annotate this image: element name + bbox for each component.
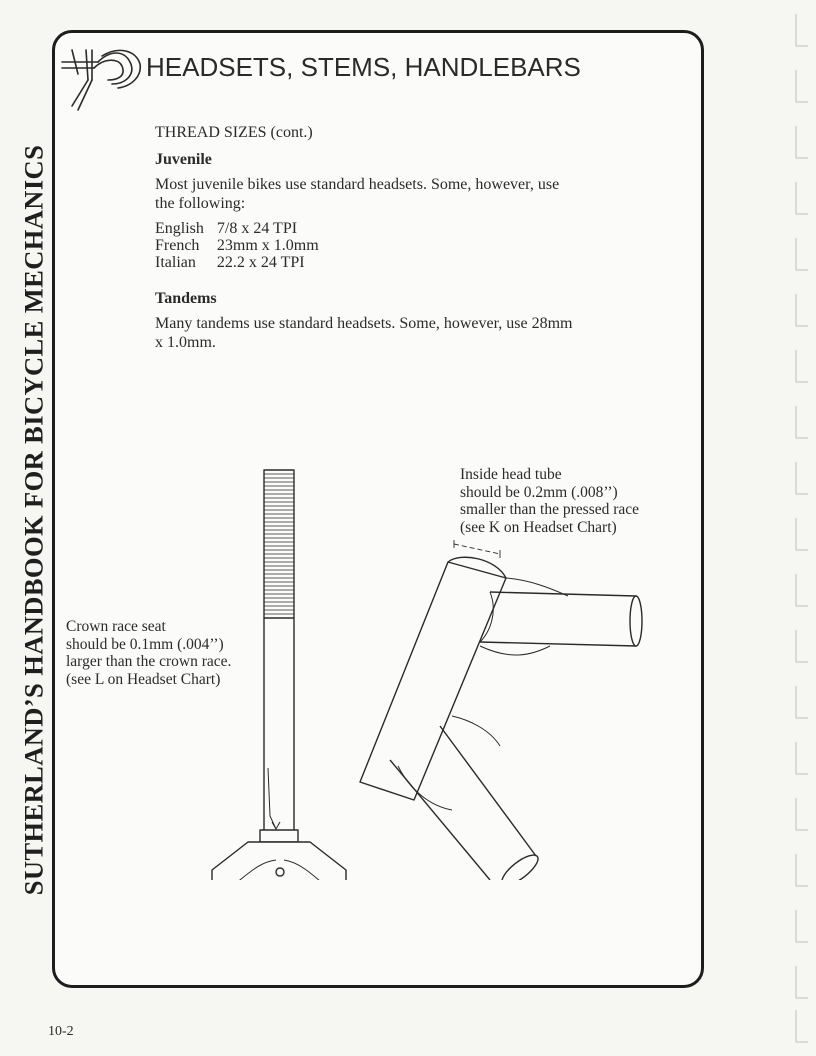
spine bbox=[0, 0, 60, 1056]
content bbox=[130, 124, 650, 361]
callout-line: (see L on Headset Chart) bbox=[66, 670, 221, 688]
section-heading: THREAD SIZES (cont.) bbox=[155, 124, 313, 141]
tandems-text: Many tandems use standard headsets. Some, however, use 28mm x 1.0mm. bbox=[155, 315, 573, 352]
callout-line: smaller than the pressed race bbox=[460, 501, 640, 519]
callout-line: should be 0.1mm (.004’’) bbox=[66, 635, 224, 653]
callout-line: Inside head tube bbox=[460, 466, 562, 483]
page-number: 10-2 bbox=[48, 1024, 74, 1039]
table-row bbox=[152, 221, 329, 238]
callout-line: (see K on Headset Chart) bbox=[460, 518, 617, 536]
country-cell: Italian bbox=[155, 254, 196, 272]
size-cell: 7/8 x 24 TPI bbox=[216, 220, 298, 238]
table-row bbox=[152, 255, 329, 272]
head-tube-callout bbox=[460, 466, 700, 537]
chapter-title: HEADSETS, STEMS, HANDLEBARS bbox=[146, 52, 581, 82]
size-cell: 22.2 x 24 TPI bbox=[216, 254, 305, 272]
handlebar-icon bbox=[58, 40, 148, 112]
juvenile-text: Most juvenile bikes use standard headsets. Some, however, use the following: bbox=[155, 176, 560, 213]
callout-line: should be 0.2mm (.008’’) bbox=[460, 483, 618, 501]
juvenile-thread-table bbox=[152, 221, 329, 272]
book-title: SUTHERLAND’S HANDBOOK FOR BICYCLE MECHANICS bbox=[18, 144, 49, 896]
country-cell: French bbox=[155, 237, 200, 255]
tandems-heading: Tandems bbox=[155, 290, 217, 308]
head-tube-lug-drawing bbox=[360, 540, 642, 880]
country-cell: English bbox=[155, 220, 204, 238]
callout-line: Crown race seat bbox=[66, 618, 166, 635]
callout-line: larger than the crown race. bbox=[66, 653, 232, 671]
size-cell: 23mm x 1.0mm bbox=[216, 237, 319, 255]
juvenile-heading: Juvenile bbox=[155, 151, 212, 168]
table-row bbox=[152, 238, 329, 255]
crown-race-callout bbox=[66, 618, 266, 689]
binder-tabs bbox=[788, 0, 816, 1056]
